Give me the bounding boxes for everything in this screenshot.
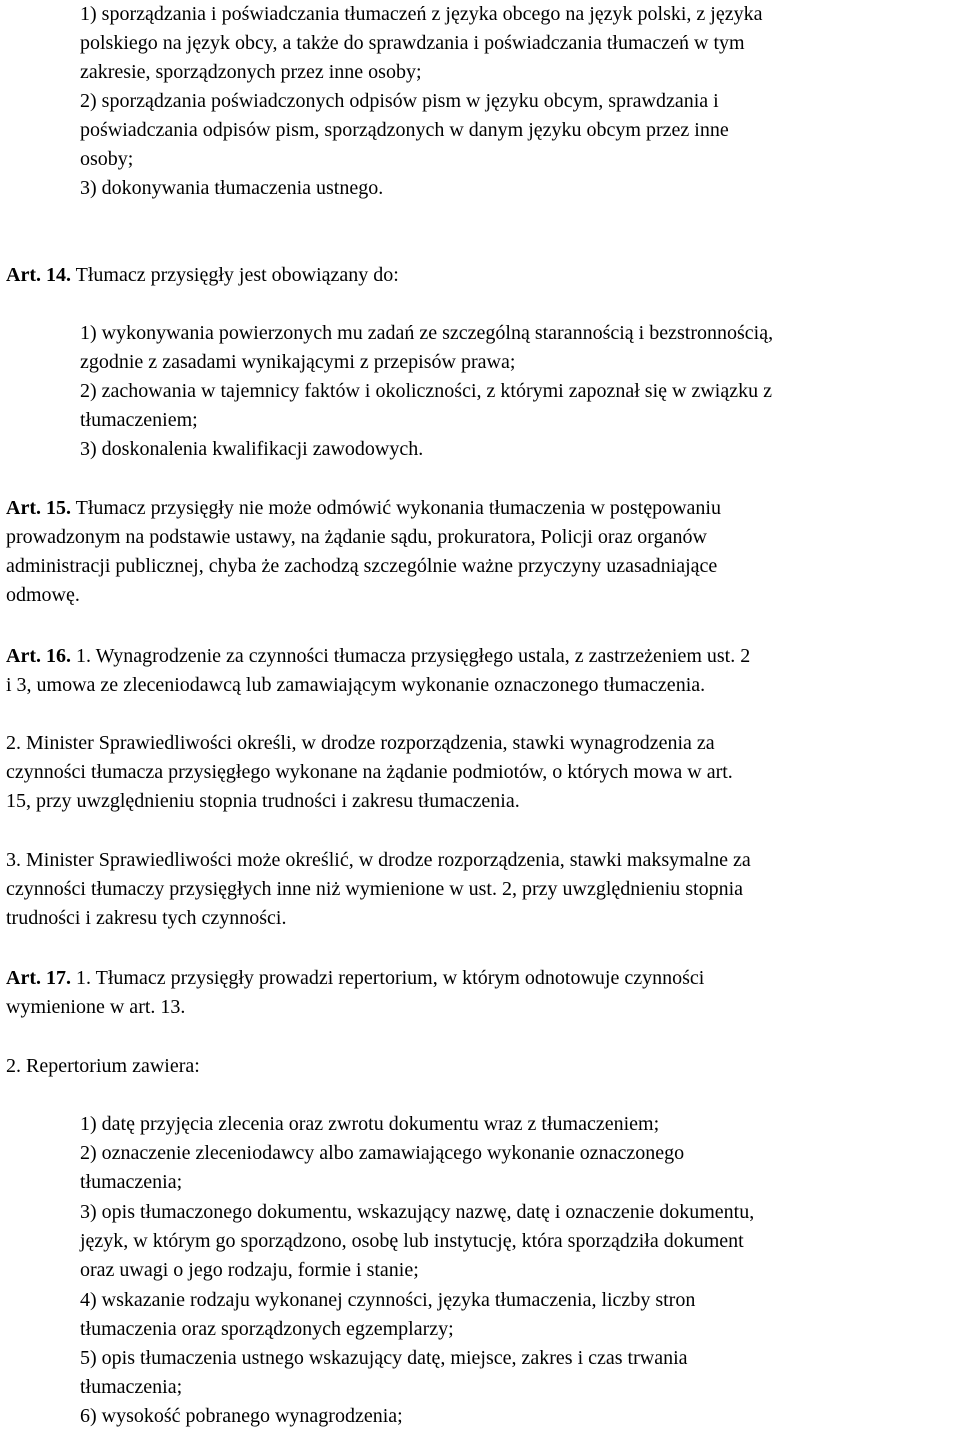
article-17-paragraph — [6, 964, 704, 993]
list-item-continuation: tłumaczenia; — [80, 1376, 183, 1398]
list-item-continuation: poświadczania odpisów pism, sporządzonych w danym języku obcym przez inne — [80, 119, 729, 141]
paragraph-line: prowadzonym na podstawie ustawy, na żądanie sądu, prokuratora, Policji oraz organów — [6, 526, 707, 548]
list-item-continuation: język, w którym go sporządzono, osobę lub instytucję, która sporządziła dokument — [80, 1230, 744, 1252]
article-15-paragraph — [6, 494, 721, 523]
list-item: 1) sporządzania i poświadczania tłumaczeń z języka obcego na język polski, z języka — [80, 3, 763, 25]
paragraph-line: 15, przy uwzględnieniu stopnia trudności i zakresu tłumaczenia. — [6, 790, 520, 812]
list-item: 4) wskazanie rodzaju wykonanej czynności, języka tłumaczenia, liczby stron — [80, 1289, 696, 1311]
article-14-heading — [6, 261, 399, 290]
list-item-continuation: zakresie, sporządzonych przez inne osoby; — [80, 61, 422, 83]
article-label: Art. 14. — [6, 264, 71, 286]
list-item: 2) oznaczenie zleceniodawcy albo zamawiającego wykonanie oznaczonego — [80, 1142, 685, 1164]
article-text: 1. Wynagrodzenie za czynności tłumacza przysięgłego ustala, z zastrzeżeniem ust. 2 — [70, 645, 751, 667]
list-item-continuation: tłumaczenia; — [80, 1171, 183, 1193]
list-item-continuation: tłumaczenia oraz sporządzonych egzemplarzy; — [80, 1318, 454, 1340]
list-item: 2) sporządzania poświadczonych odpisów pism w języku obcym, sprawdzania i — [80, 90, 719, 112]
paragraph-line: administracji publicznej, chyba że zachodzą szczególnie ważne przyczyny uzasadniające — [6, 555, 718, 577]
list-item: 1) wykonywania powierzonych mu zadań ze szczególną starannością i bezstronnością, — [80, 322, 774, 344]
article-label: Art. 17. — [6, 967, 71, 989]
article-text: Tłumacz przysięgły jest obowiązany do: — [70, 264, 399, 286]
paragraph-line: wymienione w art. 13. — [6, 996, 186, 1018]
list-item-continuation: zgodnie z zasadami wynikającymi z przepisów prawa; — [80, 351, 516, 373]
paragraph-line: odmowę. — [6, 584, 80, 606]
article-16-paragraph — [6, 642, 750, 671]
paragraph-line: czynności tłumacza przysięgłego wykonane na żądanie podmiotów, o których mowa w art. — [6, 761, 733, 783]
list-item: 3) opis tłumaczonego dokumentu, wskazujący nazwę, datę i oznaczenie dokumentu, — [80, 1201, 755, 1223]
paragraph-line: 2. Minister Sprawiedliwości określi, w drodze rozporządzenia, stawki wynagrodzenia za — [6, 732, 715, 754]
list-item: 3) doskonalenia kwalifikacji zawodowych. — [80, 438, 424, 460]
list-item: 6) wysokość pobranego wynagrodzenia; — [80, 1405, 403, 1427]
paragraph-line: trudności i zakresu tych czynności. — [6, 907, 287, 929]
list-item-continuation: osoby; — [80, 148, 134, 170]
list-item: 1) datę przyjęcia zlecenia oraz zwrotu dokumentu wraz z tłumaczeniem; — [80, 1113, 660, 1135]
article-label: Art. 15. — [6, 497, 71, 519]
paragraph-line: 2. Repertorium zawiera: — [6, 1055, 200, 1077]
list-item-continuation: tłumaczeniem; — [80, 409, 198, 431]
paragraph-line: czynności tłumaczy przysięgłych inne niż wymienione w ust. 2, przy uwzględnieniu stopnia — [6, 878, 744, 900]
paragraph-line: 3. Minister Sprawiedliwości może określić, w drodze rozporządzenia, stawki maksymalne za — [6, 849, 751, 871]
article-text: Tłumacz przysięgły nie może odmówić wykonania tłumaczenia w postępowaniu — [70, 497, 721, 519]
article-text: 1. Tłumacz przysięgły prowadzi repertorium, w którym odnotowuje czynności — [70, 967, 705, 989]
list-item-continuation: polskiego na język obcy, a także do sprawdzania i poświadczania tłumaczeń w tym — [80, 32, 745, 54]
list-item: 2) zachowania w tajemnicy faktów i okoliczności, z którymi zapoznał się w związku z — [80, 380, 772, 402]
list-item: 5) opis tłumaczenia ustnego wskazujący datę, miejsce, zakres i czas trwania — [80, 1347, 688, 1369]
article-label: Art. 16. — [6, 645, 71, 667]
list-item: 3) dokonywania tłumaczenia ustnego. — [80, 177, 384, 199]
list-item-continuation: oraz uwagi o jego rodzaju, formie i stanie; — [80, 1259, 419, 1281]
paragraph-line: i 3, umowa ze zleceniodawcą lub zamawiającym wykonanie oznaczonego tłumaczenia. — [6, 674, 706, 696]
